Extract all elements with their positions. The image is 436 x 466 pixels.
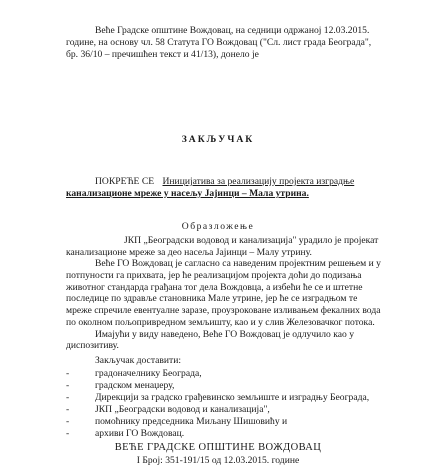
recipient-item: Дирекцији за градско грађевинско земљиште и изградњу Београда, bbox=[95, 392, 370, 403]
intro-line-3: бр. 36/10 – пречишћен текст и 41/13), донело је bbox=[66, 49, 259, 60]
rationale-line-6: последице по здравље становника Мале утрине, јер ће се изградњом те bbox=[66, 293, 358, 304]
delivery-heading: Закључак доставити: bbox=[95, 355, 182, 366]
document-title: ЗАКЉУЧАК bbox=[181, 134, 255, 145]
footer-org: ВЕЋЕ ГРАДСКЕ ОПШТИНЕ ВОЖДОВАЦ bbox=[114, 442, 322, 453]
decision-line-1 bbox=[95, 176, 354, 187]
rationale-line-5: животног стандарда грађана тог дела Вождовца, а избећи ће се и штетне bbox=[66, 282, 363, 293]
rationale-line-10: диспозитиву. bbox=[66, 340, 119, 351]
list-bullet: - bbox=[66, 416, 70, 427]
list-bullet: - bbox=[66, 380, 70, 391]
decision-verb: ПОКРЕЋЕ СЕ bbox=[95, 176, 155, 187]
rationale-line-9: Имајући у виду наведено, Веће ГО Вождовац је одлучило као у bbox=[95, 329, 355, 340]
intro-line-1: Веће Градске општине Вождовац, на седници одржаној 12.03.2015. bbox=[95, 25, 370, 36]
list-bullet: - bbox=[66, 392, 70, 403]
recipient-item: помоћнику председника Миљану Шишовићу и bbox=[95, 416, 288, 427]
rationale-heading: Образложење bbox=[181, 221, 255, 232]
intro-line-2: године, на основу чл. 58 Статута ГО Вождовац ("Сл. лист града Београда", bbox=[66, 37, 372, 48]
rationale-line-7: мреже спречиле евентуалне заразе, проузроковане изливањем фекалних вода bbox=[66, 305, 381, 316]
recipient-item: градском менаџеру, bbox=[95, 380, 175, 391]
footer-ref: I Број: 351-191/15 од 12.03.2015. године bbox=[136, 455, 300, 466]
rationale-line-8: по околном пољопривредном земљишту, као и у слив Железовачког потока. bbox=[66, 317, 375, 328]
rationale-line-3: Веће ГО Вождовац је сагласно са наведеним пројектним решењем и у bbox=[95, 258, 381, 269]
list-bullet: - bbox=[66, 428, 70, 439]
list-bullet: - bbox=[66, 368, 70, 379]
decision-line-2: канализационе мреже у насељу Јајинци – Мала утрина. bbox=[66, 188, 309, 199]
recipient-item: архиви ГО Вождовац. bbox=[95, 428, 185, 439]
rationale-line-2: канализационе мреже за део насеља Јајинци – Малу утрину. bbox=[66, 247, 312, 258]
recipient-item: градоначелнику Београда, bbox=[95, 368, 202, 379]
rationale-line-1: ЈКП „Београдски водовод и канализација" урадило је пројекат bbox=[124, 235, 379, 246]
recipient-item: ЈКП „Београдски водовод и канализација", bbox=[95, 404, 270, 415]
list-bullet: - bbox=[66, 404, 70, 415]
rationale-line-4: потпуности га прихвата, јер ће реализацијом пројекта доћи до подизања bbox=[66, 270, 362, 281]
decision-subject: Иницијатива за реализацију пројекта изградње bbox=[162, 176, 355, 187]
